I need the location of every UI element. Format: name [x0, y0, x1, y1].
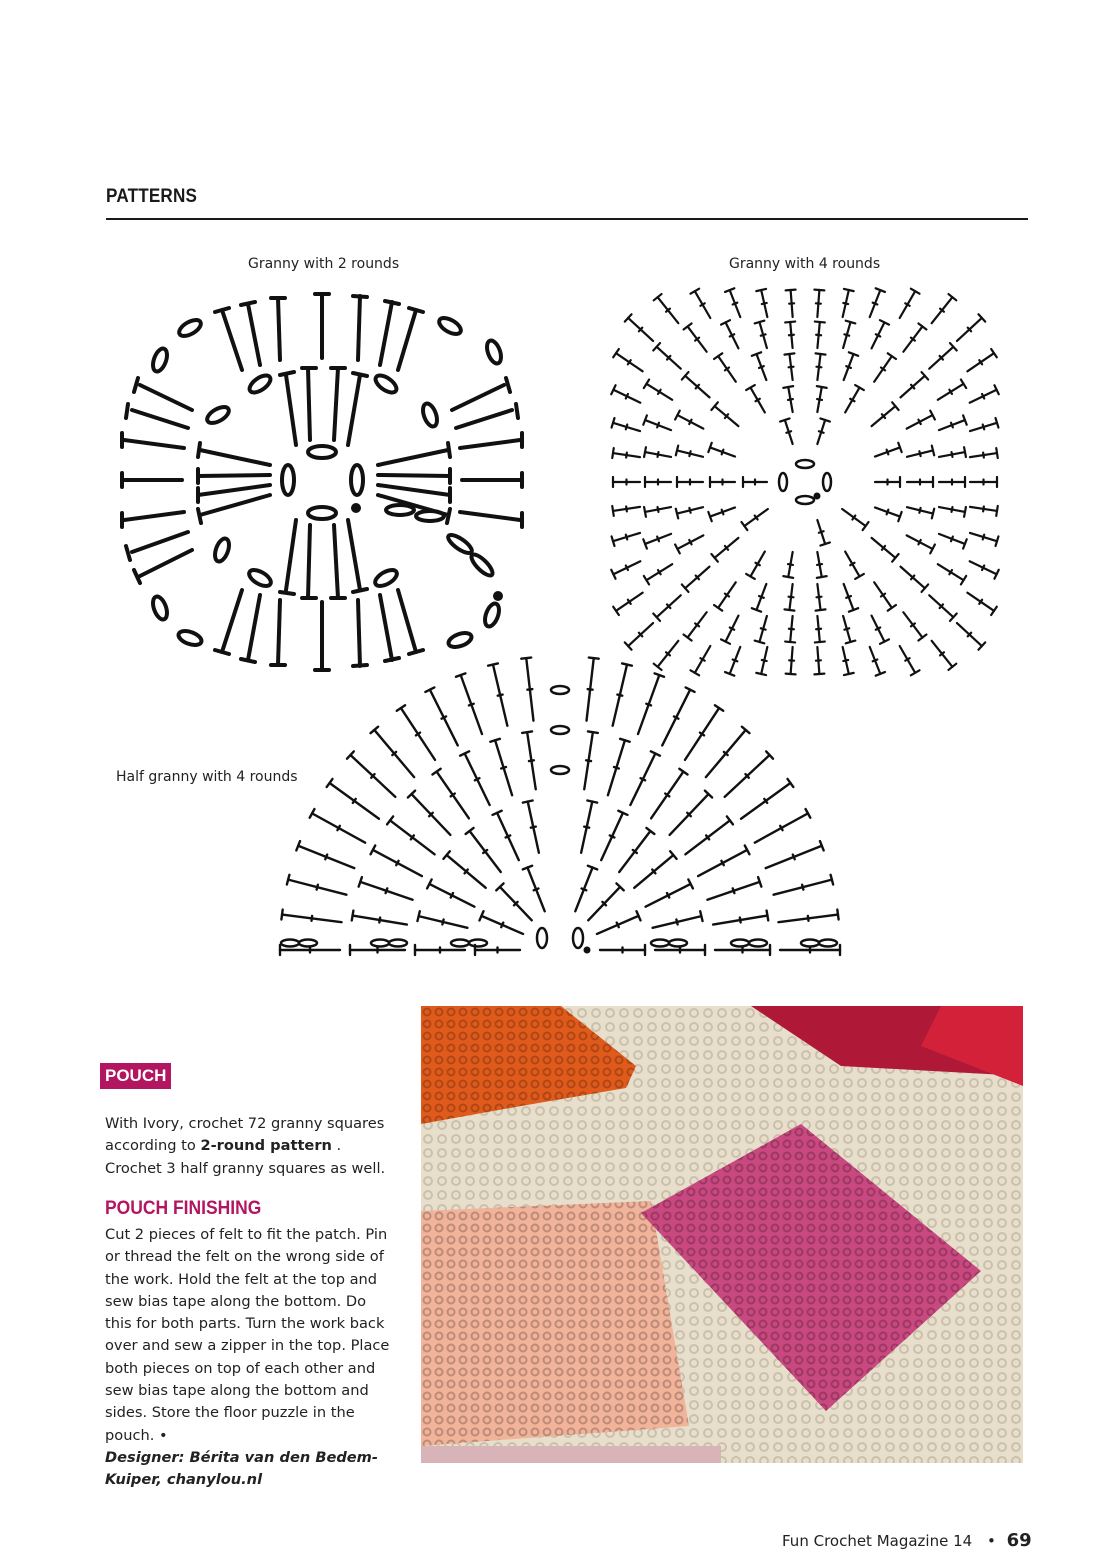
- granny-2-rounds-diagram: [110, 280, 540, 690]
- page-footer: [782, 1530, 1032, 1551]
- page-number: 69: [1006, 1530, 1032, 1551]
- section-title: PATTERNS: [106, 186, 198, 207]
- footer-separator: •: [986, 1532, 996, 1550]
- pouch-badge: POUCH: [100, 1063, 171, 1089]
- caption-granny-2-rounds: Granny with 2 rounds: [248, 256, 400, 272]
- pouch-instructions: [105, 1113, 395, 1180]
- finishing-instructions: [105, 1224, 397, 1492]
- caption-granny-4-rounds: Granny with 4 rounds: [729, 256, 881, 272]
- designer-credit: Designer: Bérita van den Bedem-Kuiper, chanylou.nl: [105, 1448, 378, 1489]
- section-rule: [106, 218, 1028, 220]
- end-mark: •: [159, 1426, 168, 1444]
- granny-4-rounds-diagram: [595, 282, 1015, 687]
- finishing-title: POUCH FINISHING: [105, 1198, 262, 1219]
- pouch-text-before: With Ivory, crochet 72 granny squares according to: [105, 1115, 385, 1155]
- half-granny-diagram: [255, 655, 855, 965]
- pouch-text-bold: 2-round pattern: [200, 1137, 332, 1155]
- finishing-text: Cut 2 pieces of felt to fit the patch. Pin or thread the felt on the wrong side of the work. Hold the felt at the top and sew bias tape along the bottom. Do this for both parts. Turn the work back over and sew a zipper in the top. Place both pieces on top of each other and sew bias tape along the bottom and sides. Store the floor puzzle in the pouch.: [105, 1226, 390, 1444]
- caption-half-granny: Half granny with 4 rounds: [116, 769, 298, 785]
- photo-granny-squares: [421, 1006, 1023, 1463]
- pouch-text-after: . Crochet 3 half granny squares as well.: [105, 1137, 386, 1177]
- magazine-title: Fun Crochet Magazine 14: [782, 1532, 973, 1550]
